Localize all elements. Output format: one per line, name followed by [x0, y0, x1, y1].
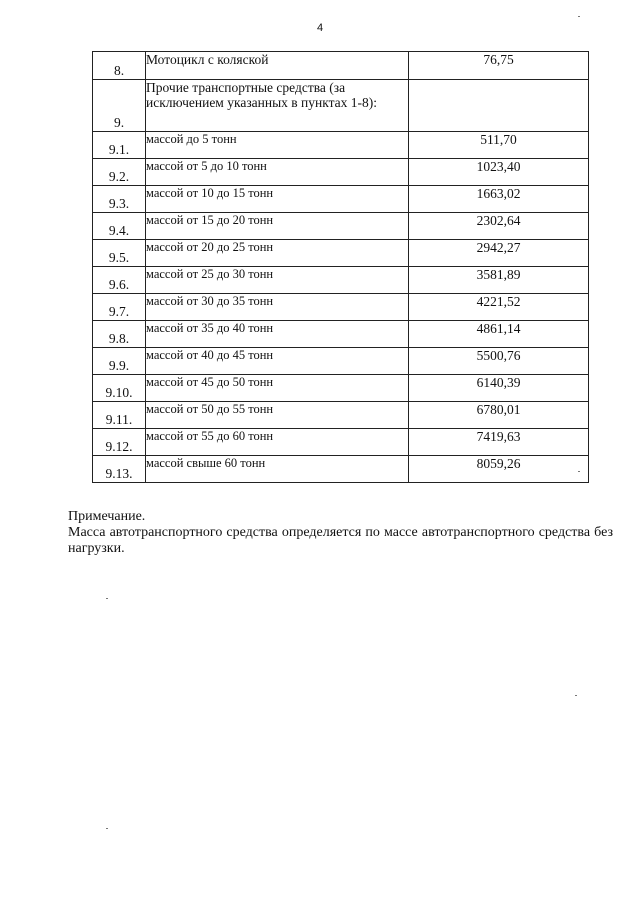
rate-value: 4861,14: [409, 321, 589, 348]
table-row: [93, 80, 589, 132]
vehicle-category: массой свыше 60 тонн: [146, 456, 409, 483]
tariff-table: [92, 51, 589, 483]
rate-value: 6780,01: [409, 402, 589, 429]
vehicle-category: массой от 10 до 15 тонн: [146, 186, 409, 213]
vehicle-category: массой от 55 до 60 тонн: [146, 429, 409, 456]
vehicle-category: Прочие транспортные средства (за исключением указанных в пунктах 1-8):: [146, 80, 409, 132]
table-row: [93, 321, 589, 348]
rate-value: 5500,76: [409, 348, 589, 375]
note-body: Масса автотранспортного средства определяется по массе автотранспортного средства без нагрузки.: [68, 525, 613, 556]
row-number: 9.3.: [93, 186, 146, 213]
vehicle-category: массой от 35 до 40 тонн: [146, 321, 409, 348]
vehicle-category: массой от 45 до 50 тонн: [146, 375, 409, 402]
rate-value: 1023,40: [409, 159, 589, 186]
scan-speck: [578, 16, 580, 17]
table-row: [93, 240, 589, 267]
row-number: 9.7.: [93, 294, 146, 321]
vehicle-category: массой до 5 тонн: [146, 132, 409, 159]
vehicle-category: массой от 15 до 20 тонн: [146, 213, 409, 240]
rate-value: 2302,64: [409, 213, 589, 240]
vehicle-category: массой от 30 до 35 тонн: [146, 294, 409, 321]
rate-value: 1663,02: [409, 186, 589, 213]
table-row: [93, 294, 589, 321]
rate-value: 4221,52: [409, 294, 589, 321]
table-row: [93, 186, 589, 213]
table-row: [93, 375, 589, 402]
rate-value: 2942,27: [409, 240, 589, 267]
row-number: 9.1.: [93, 132, 146, 159]
table-row: [93, 456, 589, 483]
table-row: [93, 348, 589, 375]
table-row: [93, 159, 589, 186]
table-row: [93, 132, 589, 159]
rate-value: 76,75: [409, 52, 589, 80]
scan-speck: [106, 598, 108, 599]
vehicle-category: массой от 50 до 55 тонн: [146, 402, 409, 429]
row-number: 8.: [93, 52, 146, 80]
vehicle-category: массой от 40 до 45 тонн: [146, 348, 409, 375]
row-number: 9.2.: [93, 159, 146, 186]
vehicle-category: массой от 5 до 10 тонн: [146, 159, 409, 186]
table-row: [93, 429, 589, 456]
vehicle-category: Мотоцикл с коляской: [146, 52, 409, 80]
scan-speck: [106, 828, 108, 829]
table-row: [93, 402, 589, 429]
rate-value: 3581,89: [409, 267, 589, 294]
row-number: 9.: [93, 80, 146, 132]
note-title: Примечание.: [68, 509, 146, 524]
row-number: 9.10.: [93, 375, 146, 402]
row-number: 9.9.: [93, 348, 146, 375]
rate-value: 511,70: [409, 132, 589, 159]
row-number: 9.4.: [93, 213, 146, 240]
scan-speck: [575, 695, 577, 696]
row-number: 9.6.: [93, 267, 146, 294]
scan-speck: [578, 471, 580, 472]
row-number: 9.13.: [93, 456, 146, 483]
row-number: 9.5.: [93, 240, 146, 267]
rate-value: 8059,26: [409, 456, 589, 483]
table-row: [93, 267, 589, 294]
rate-value: 6140,39: [409, 375, 589, 402]
rate-value: 7419,63: [409, 429, 589, 456]
rate-value: [409, 80, 589, 132]
page-number: 4: [316, 22, 324, 34]
row-number: 9.8.: [93, 321, 146, 348]
vehicle-category: массой от 25 до 30 тонн: [146, 267, 409, 294]
table-row: [93, 52, 589, 80]
row-number: 9.12.: [93, 429, 146, 456]
vehicle-category: массой от 20 до 25 тонн: [146, 240, 409, 267]
table-row: [93, 213, 589, 240]
row-number: 9.11.: [93, 402, 146, 429]
